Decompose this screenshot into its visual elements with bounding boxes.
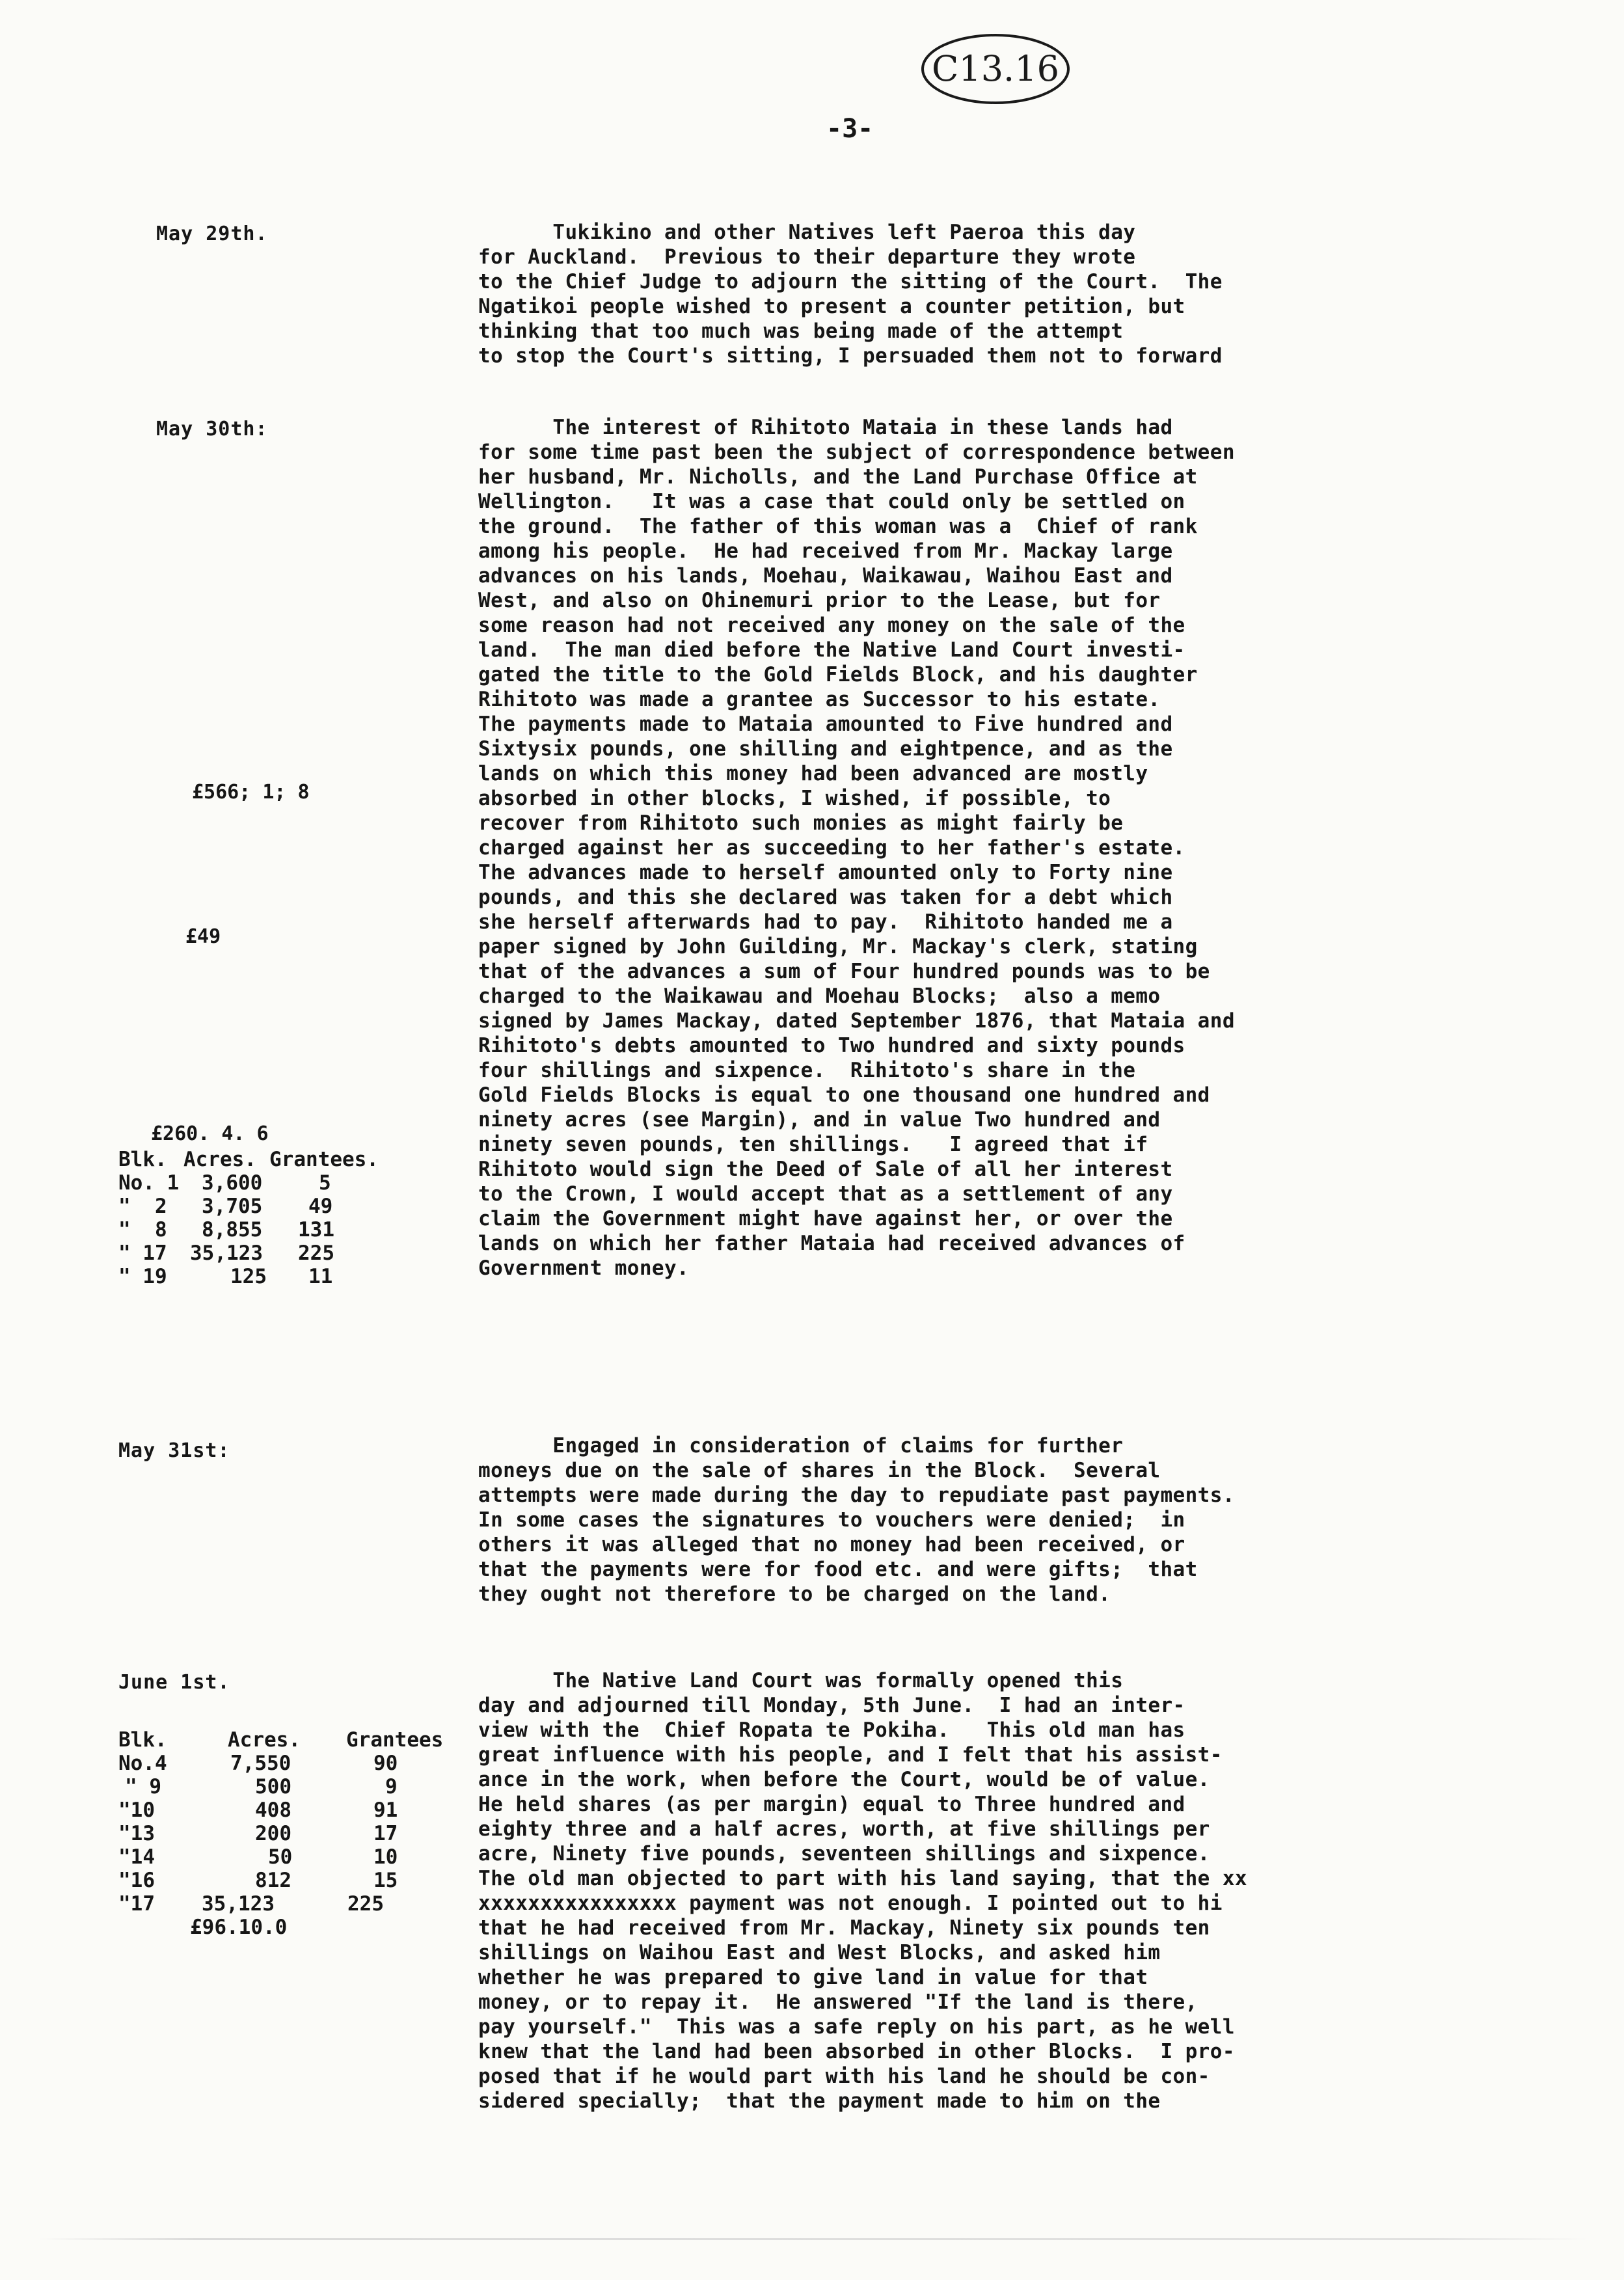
table-cell: No. 1	[118, 1171, 180, 1195]
text-line: Rihitoto was made a grantee as Successor to his estate.	[478, 688, 1161, 711]
table-total: £96.10.0	[190, 1916, 288, 1939]
text-line: money, or to repay it. He answered "If the land is there,	[478, 1990, 1198, 2014]
text-line: advances on his lands, Moehau, Waikawau, Waihou East and	[478, 564, 1173, 588]
text-line: paper signed by John Guilding, Mr. Mackay's clerk, stating	[478, 935, 1198, 958]
text-line: to stop the Court's sitting, I persuaded them not to forward	[478, 344, 1223, 368]
table-row	[118, 1195, 470, 1218]
entry-date: May 31st:	[118, 1439, 230, 1462]
entry-date: May 30th:	[156, 418, 268, 441]
table-row	[118, 1242, 470, 1265]
table-cell: 125	[230, 1265, 267, 1288]
text-line: great influence with his people, and I felt that his assist-	[478, 1743, 1223, 1767]
scan-edge-line	[39, 2238, 1588, 2240]
text-line: ninety acres (see Margin), and in value Two hundred and	[478, 1108, 1161, 1132]
table-row	[118, 1869, 470, 1892]
margin-note: £260. 4. 6	[151, 1122, 269, 1145]
table-cell: 500	[255, 1775, 291, 1798]
text-line: The interest of Rihitoto Mataia in these lands had	[478, 416, 1173, 439]
text-line: Rihitoto's debts amounted to Two hundred and sixty pounds	[478, 1034, 1185, 1057]
margin-note: £49	[185, 925, 221, 948]
text-line: gated the title to the Gold Fields Block, and his daughter	[478, 663, 1198, 686]
text-line: The Native Land Court was formally opened this	[478, 1669, 1124, 1692]
table-row	[118, 1218, 470, 1242]
text-line: lands on which her father Mataia had received advances of	[478, 1232, 1185, 1255]
table-cell: " 9	[125, 1775, 161, 1798]
table-cell: " 8	[118, 1218, 167, 1242]
table-row	[118, 1752, 470, 1775]
table-cell: " 17	[118, 1242, 167, 1265]
table-header-row	[118, 1148, 470, 1171]
table-cell: 225	[298, 1242, 334, 1265]
text-line: some reason had not received any money on the sale of the	[478, 614, 1185, 637]
table-row	[118, 1798, 470, 1822]
text-line: Government money.	[478, 1256, 690, 1280]
margin-table	[118, 1148, 470, 1288]
text-line: knew that the land had been absorbed in other Blocks. I pro-	[478, 2040, 1235, 2063]
text-line: ninety seven pounds, ten shillings. I agreed that if	[478, 1133, 1148, 1156]
table-cell: 11	[308, 1265, 333, 1288]
text-line: He held shares (as per margin) equal to Three hundred and	[478, 1793, 1185, 1816]
column-header: Blk.	[118, 1148, 167, 1171]
text-line: four shillings and sixpence. Rihitoto's share in the	[478, 1059, 1136, 1082]
text-line: Tukikino and other Natives left Paeroa this day	[478, 221, 1136, 244]
table-row	[118, 1822, 470, 1845]
table-cell: 8,855	[202, 1218, 263, 1242]
table-cell: 91	[373, 1798, 398, 1822]
text-line: The advances made to herself amounted only to Forty nine	[478, 861, 1173, 884]
table-cell: 5	[319, 1171, 331, 1195]
margin-note: £566; 1; 8	[192, 781, 310, 804]
entry-text	[478, 220, 1562, 368]
table-cell: "10	[118, 1798, 155, 1822]
text-line: that he had received from Mr. Mackay, Ninety six pounds ten	[478, 1916, 1210, 1940]
text-line: moneys due on the sale of shares in the Block. Several	[478, 1459, 1161, 1482]
text-line: shillings on Waihou East and West Blocks, and asked him	[478, 1941, 1161, 1964]
text-line: sidered specially; that the payment made to him on the	[478, 2089, 1161, 2113]
column-header: Acres.	[183, 1148, 256, 1171]
table-cell: "17	[118, 1892, 155, 1916]
table-row	[118, 1845, 470, 1869]
page-number: -3-	[826, 114, 874, 144]
text-line: Wellington. It was a case that could only be settled on	[478, 490, 1185, 513]
table-cell: 200	[255, 1822, 291, 1845]
text-line: Sixtysix pounds, one shilling and eightpence, and as the	[478, 737, 1173, 761]
table-row	[118, 1265, 470, 1288]
reference-number	[919, 31, 1072, 107]
column-header: Acres.	[228, 1728, 301, 1752]
text-line: pounds, and this she declared was taken for a debt which	[478, 886, 1173, 909]
reference-label: C13.16	[932, 48, 1059, 89]
entry-date: June 1st.	[118, 1671, 230, 1694]
text-line: Engaged in consideration of claims for further	[478, 1434, 1124, 1458]
table-cell: 50	[268, 1845, 293, 1869]
table-row	[118, 1171, 470, 1195]
text-line: her husband, Mr. Nicholls, and the Land Purchase Office at	[478, 465, 1198, 489]
table-cell: 3,705	[202, 1195, 263, 1218]
table-cell: "14	[118, 1845, 155, 1869]
text-line: ance in the work, when before the Court, would be of value.	[478, 1768, 1210, 1791]
text-line: view with the Chief Ropata te Pokiha. This old man has	[478, 1718, 1185, 1742]
table-cell: 90	[373, 1752, 398, 1775]
text-line: attempts were made during the day to repudiate past payments.	[478, 1484, 1235, 1507]
table-cell: 7,550	[230, 1752, 291, 1775]
column-header: Grantees	[346, 1728, 444, 1752]
text-line: thinking that too much was being made of the attempt	[478, 319, 1124, 343]
text-line: acre, Ninety five pounds, seventeen shillings and sixpence.	[478, 1842, 1210, 1866]
margin-table	[118, 1728, 470, 1939]
table-row	[118, 1892, 470, 1916]
table-cell: No.4	[118, 1752, 167, 1775]
table-cell: 35,123	[190, 1242, 263, 1265]
text-line: absorbed in other blocks, I wished, if possible, to	[478, 787, 1111, 810]
text-line: The payments made to Mataia amounted to Five hundred and	[478, 712, 1173, 736]
text-line: signed by James Mackay, dated September 1876, that Mataia and	[478, 1009, 1235, 1033]
entry-date: May 29th.	[156, 223, 268, 245]
text-line: for some time past been the subject of correspondence between	[478, 441, 1235, 464]
text-line: to the Crown, I would accept that as a settlement of any	[478, 1182, 1173, 1206]
table-cell: 131	[298, 1218, 334, 1242]
text-line: charged against her as succeeding to her father's estate.	[478, 836, 1185, 860]
table-cell: "13	[118, 1822, 155, 1845]
table-cell: 10	[373, 1845, 398, 1869]
text-line: pay yourself." This was a safe reply on his part, as he well	[478, 2015, 1235, 2039]
text-line: lands on which this money had been advanced are mostly	[478, 762, 1148, 785]
text-line: posed that if he would part with his land he should be con-	[478, 2065, 1210, 2088]
column-header: Grantees.	[269, 1148, 379, 1171]
text-line: among his people. He had received from Mr. Mackay large	[478, 539, 1173, 563]
table-header-row	[118, 1728, 470, 1752]
text-line: for Auckland. Previous to their departure they wrote	[478, 245, 1136, 269]
table-cell: 812	[255, 1869, 291, 1892]
table-cell: " 19	[118, 1265, 167, 1288]
table-cell: 9	[385, 1775, 398, 1798]
text-line: The old man objected to part with his land saying, that the xx	[478, 1867, 1247, 1890]
entry-text	[478, 1433, 1562, 1607]
table-row	[118, 1775, 470, 1798]
table-cell: 408	[255, 1798, 291, 1822]
text-line: land. The man died before the Native Land Court investi-	[478, 638, 1185, 662]
entry-text	[478, 1668, 1562, 2113]
text-line: Rihitoto would sign the Deed of Sale of all her interest	[478, 1158, 1173, 1181]
text-line: recover from Rihitoto such monies as might fairly be	[478, 811, 1124, 835]
text-line: Gold Fields Blocks is equal to one thousand one hundred and	[478, 1083, 1210, 1107]
table-cell: 49	[308, 1195, 333, 1218]
text-line: claim the Government might have against her, or over the	[478, 1207, 1173, 1230]
text-line: day and adjourned till Monday, 5th June. I had an inter-	[478, 1694, 1185, 1717]
text-line: to the Chief Judge to adjourn the sitting of the Court. The	[478, 270, 1223, 293]
text-line: the ground. The father of this woman was a Chief of rank	[478, 515, 1198, 538]
table-cell: 35,123	[202, 1892, 275, 1916]
text-line: that the payments were for food etc. and were gifts; that	[478, 1558, 1198, 1581]
table-total-row	[118, 1916, 470, 1939]
text-line: she herself afterwards had to pay. Rihitoto handed me a	[478, 910, 1173, 934]
text-line: Ngatikoi people wished to present a counter petition, but	[478, 295, 1185, 318]
table-cell: 15	[373, 1869, 398, 1892]
text-line: that of the advances a sum of Four hundred pounds was to be	[478, 960, 1210, 983]
text-line: xxxxxxxxxxxxxxxx payment was not enough. I pointed out to hi	[478, 1892, 1223, 1915]
text-line: whether he was prepared to give land in value for that	[478, 1966, 1148, 1989]
text-line: they ought not therefore to be charged on the land.	[478, 1582, 1111, 1606]
entry-text	[478, 415, 1562, 1281]
text-line: eighty three and a half acres, worth, at five shillings per	[478, 1817, 1210, 1841]
table-cell: 225	[347, 1892, 384, 1916]
table-cell: " 2	[118, 1195, 167, 1218]
column-header: Blk.	[118, 1728, 167, 1752]
table-cell: 17	[373, 1822, 398, 1845]
text-line: West, and also on Ohinemuri prior to the Lease, but for	[478, 589, 1161, 612]
text-line: others it was alleged that no money had been received, or	[478, 1533, 1185, 1556]
text-line: In some cases the signatures to vouchers were denied; in	[478, 1508, 1185, 1532]
table-cell: "16	[118, 1869, 155, 1892]
text-line: charged to the Waikawau and Moehau Blocks; also a memo	[478, 984, 1161, 1008]
table-cell: 3,600	[202, 1171, 263, 1195]
